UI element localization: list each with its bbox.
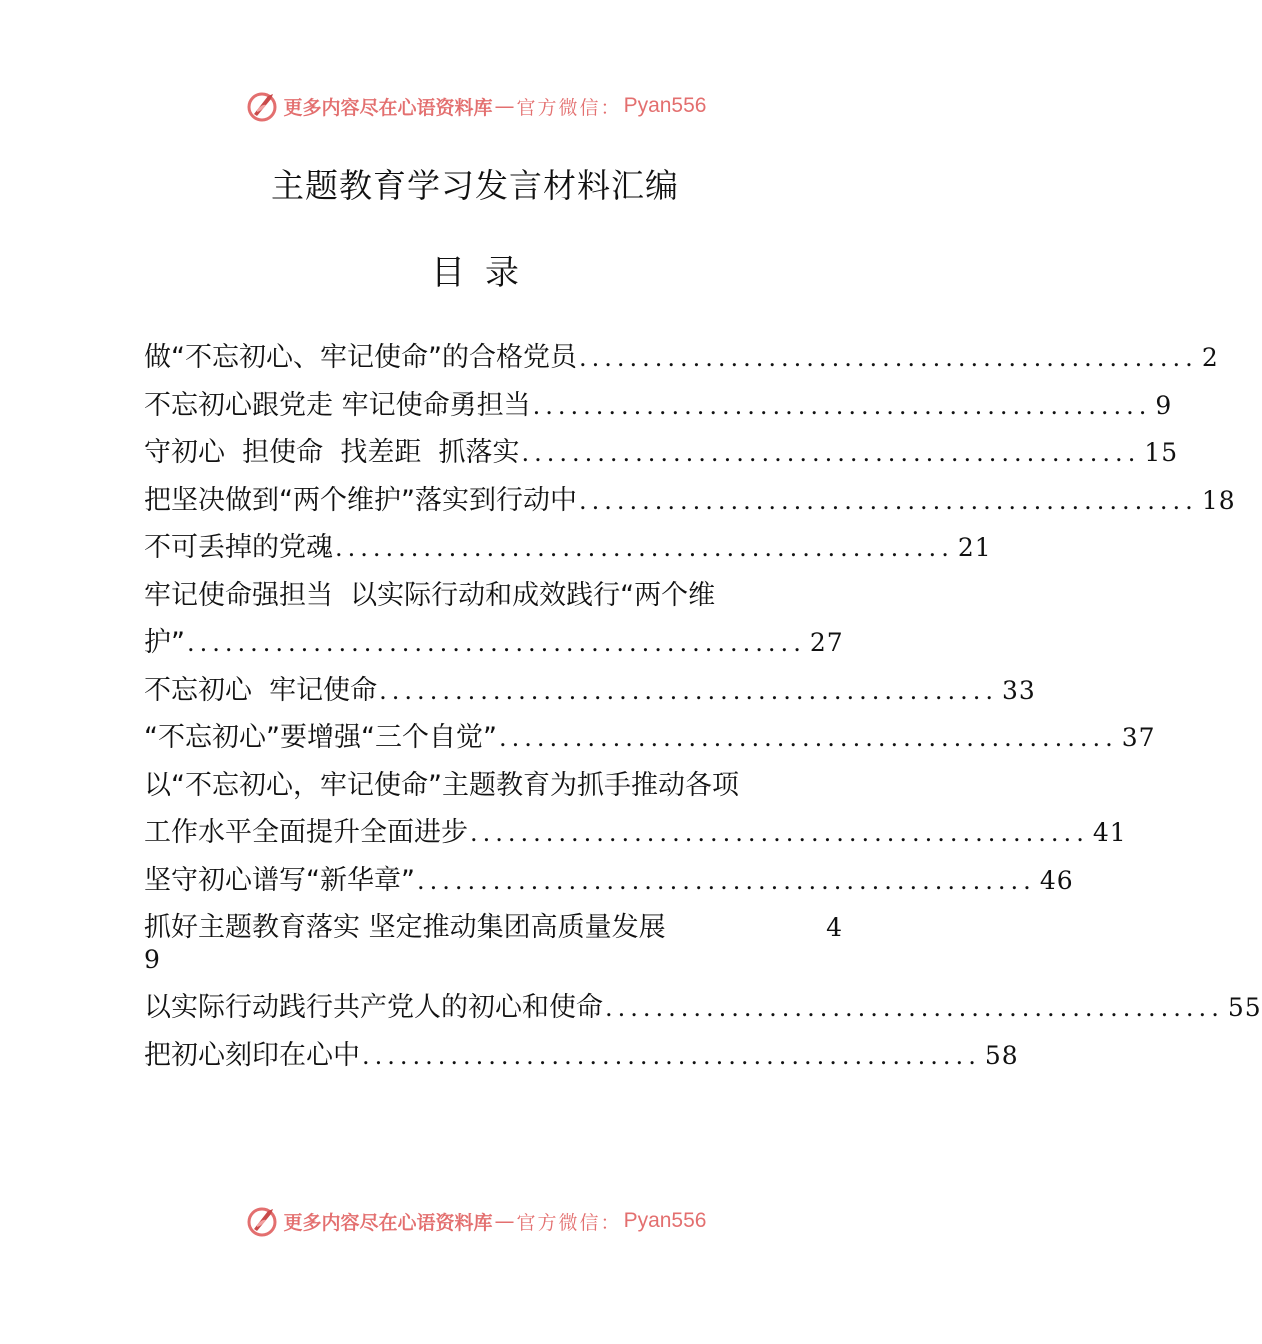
- toc-entry[interactable]: [144, 904, 842, 984]
- toc-leader: .................................................: [498, 724, 1118, 752]
- toc-heading: 目录: [431, 253, 539, 293]
- quill-logo-icon: [244, 88, 280, 124]
- toc-leader: .................................................: [335, 534, 954, 562]
- toc-entry[interactable]: [144, 984, 1262, 1032]
- toc-entry-title: 不忘初心 牢记使命: [144, 674, 378, 706]
- watermark-text: 更多内容尽在心语资料库: [283, 96, 493, 119]
- toc-entry[interactable]: [144, 524, 992, 572]
- toc-entry-page: 27: [809, 628, 844, 657]
- toc-entry[interactable]: [144, 714, 1156, 762]
- toc-entry-page: 18: [1201, 485, 1236, 515]
- watermark-id: Pyan556: [623, 1209, 707, 1232]
- toc-entry-title-line1: 以“不忘初心，牢记使命”主题教育为抓手推动各项: [144, 769, 739, 801]
- toc-entry[interactable]: [144, 1032, 1019, 1080]
- watermark-banner-bottom: [0, 1201, 950, 1241]
- toc-entry-page: 58: [984, 1040, 1019, 1070]
- toc-leader: .................................................: [578, 486, 1198, 515]
- watermark-banner-top: [0, 86, 950, 126]
- watermark-text: 更多内容尽在心语资料库: [283, 1211, 493, 1234]
- toc-leader: .................................................: [532, 391, 1152, 420]
- quill-logo-icon: [244, 1203, 280, 1239]
- toc-entry-page: 55: [1227, 993, 1262, 1022]
- toc-leader: .................................................: [521, 439, 1141, 467]
- toc-leader: .................................................: [578, 344, 1198, 372]
- toc-entry-title-line2: 工作水平全面提升全面进步: [144, 817, 468, 848]
- toc-entry-title: 抓好主题教育落实 坚定推动集团高质量发展: [144, 912, 666, 943]
- toc-leader: .................................................: [362, 1041, 981, 1070]
- toc-entry-page: 41: [1092, 818, 1127, 847]
- toc-leader: .................................................: [187, 629, 806, 657]
- toc-entry[interactable]: [144, 572, 844, 667]
- toc-leader: .................................................: [379, 676, 998, 705]
- toc-entry[interactable]: [144, 762, 1127, 857]
- toc-entry-title: 做“不忘初心、牢记使命”的合格党员: [144, 342, 577, 373]
- toc-entry-title: 把坚决做到“两个维护”落实到行动中: [144, 484, 577, 516]
- toc-entry-page: 37: [1121, 723, 1156, 752]
- toc-leader: .................................................: [605, 994, 1224, 1022]
- toc-entry-title: 不可丢掉的党魂: [144, 532, 333, 563]
- watermark-official: 官方微信：: [516, 1211, 622, 1234]
- toc-entry-title: 不忘初心跟党走 牢记使命勇担当: [144, 389, 531, 421]
- toc-entry-title: 守初心 担使命 找差距 抓落实: [144, 437, 520, 468]
- toc-entry-page: 33: [1002, 675, 1036, 705]
- watermark-dash: —: [494, 1209, 515, 1233]
- toc-entry-page-part2: 9: [144, 945, 160, 974]
- toc-entry-title: 把初心刻印在心中: [144, 1039, 360, 1071]
- toc-entry-title: 坚守初心谱写“新华章”: [144, 864, 415, 896]
- toc-entry[interactable]: [144, 429, 1179, 477]
- toc-entry[interactable]: [144, 477, 1236, 525]
- watermark-dash: —: [494, 94, 515, 118]
- toc-entry-page-part1: 4: [826, 913, 842, 942]
- toc-entry[interactable]: [144, 857, 1074, 905]
- watermark-id: Pyan556: [623, 94, 707, 117]
- toc-entry-page: 46: [1039, 865, 1074, 895]
- watermark-official: 官方微信：: [516, 96, 622, 119]
- toc-entry-page: 9: [1155, 390, 1173, 420]
- toc-entry-title: 以实际行动践行共产党人的初心和使命: [144, 992, 603, 1023]
- toc-entry-title: “不忘初心”要增强“三个自觉”: [144, 722, 497, 753]
- document-title: 主题教育学习发言材料汇编: [271, 166, 679, 205]
- toc-entry-title-line1: 牢记使命强担当 以实际行动和成效践行“两个维: [144, 579, 716, 611]
- toc-leader: .................................................: [470, 819, 1089, 847]
- toc-entry[interactable]: [144, 382, 1173, 430]
- toc-entry-page: 21: [957, 533, 992, 562]
- toc-leader: .................................................: [416, 866, 1036, 895]
- toc-entry[interactable]: [144, 667, 1036, 715]
- toc-entry-title-line2: 护”: [144, 627, 185, 658]
- table-of-contents: [144, 334, 1262, 1079]
- toc-entry-page: 15: [1144, 438, 1179, 467]
- toc-entry[interactable]: [144, 334, 1219, 382]
- toc-entry-page: 2: [1201, 343, 1219, 372]
